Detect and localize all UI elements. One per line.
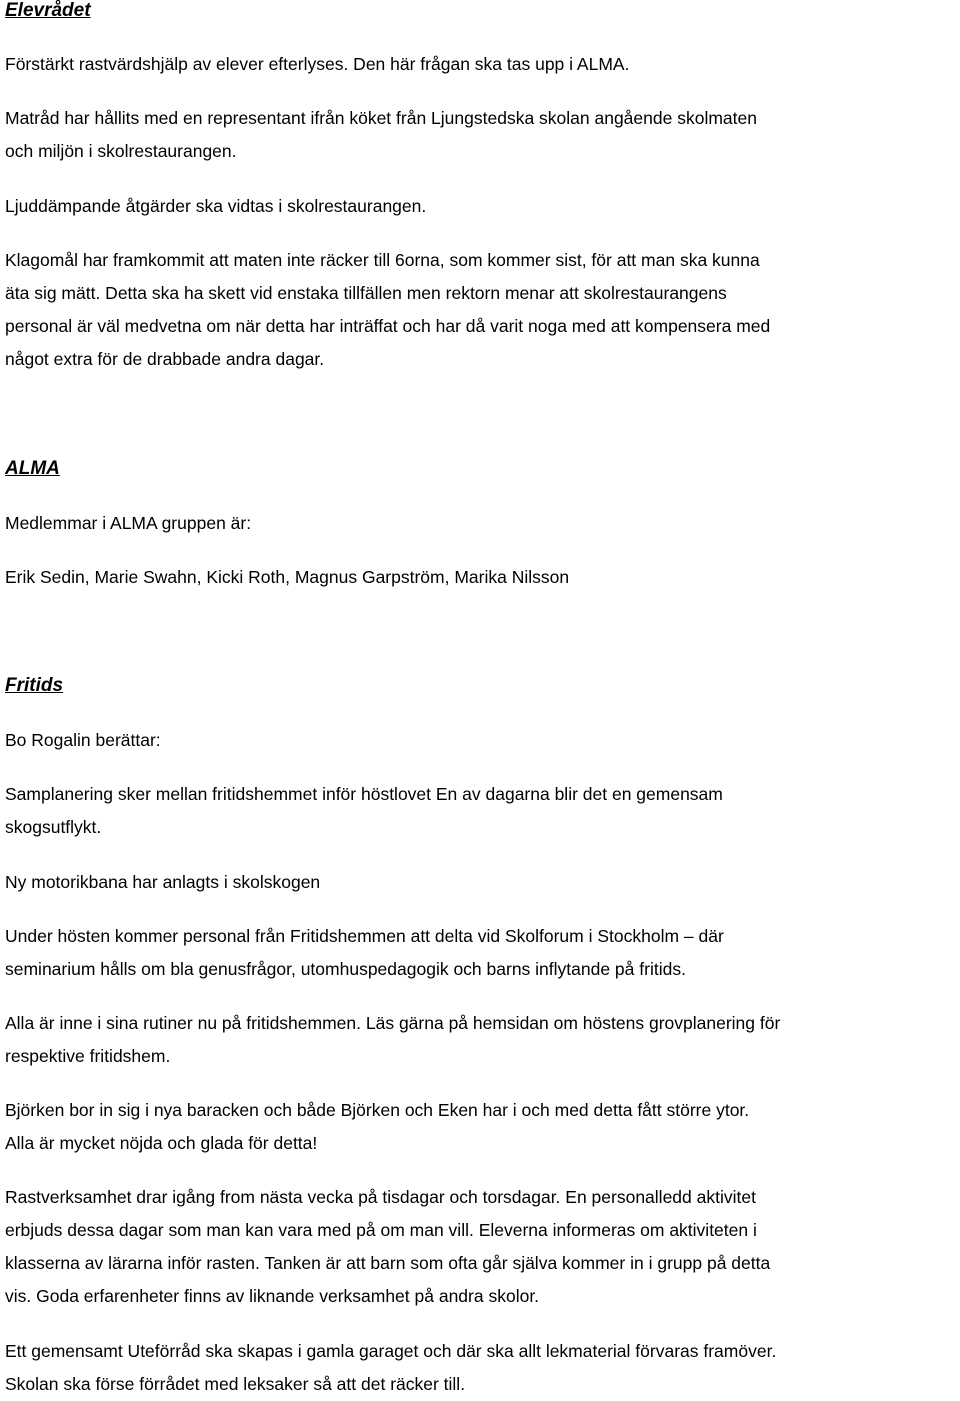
paragraph: [5, 866, 320, 899]
paragraph-line: något extra för de drabbade andra dagar.: [5, 349, 325, 369]
paragraph: [5, 778, 723, 844]
paragraph: [5, 190, 426, 223]
paragraph: [5, 1181, 770, 1313]
paragraph-line: Matråd har hållits med en representant ifrån köket från Ljungstedska skolan angående skolmaten: [5, 108, 757, 128]
paragraph-line: respektive fritidshem.: [5, 1046, 171, 1066]
paragraph-line: Alla är inne i sina rutiner nu på fritidshemmen. Läs gärna på hemsidan om höstens grovplanering för: [5, 1013, 781, 1033]
paragraph: [5, 1007, 780, 1073]
paragraph-line: Alla är mycket nöjda och glada för detta!: [5, 1133, 318, 1153]
paragraph: [5, 48, 629, 81]
section-heading: ALMA: [5, 458, 60, 479]
paragraph: [5, 920, 724, 986]
paragraph-line: Ny motorikbana har anlagts i skolskogen: [5, 872, 321, 892]
paragraph-line: klasserna av lärarna inför rasten. Tanken är att barn som ofta går själva kommer in i grupp på detta: [5, 1253, 771, 1273]
paragraph-line: Erik Sedin, Marie Swahn, Kicki Roth, Magnus Garpström, Marika Nilsson: [5, 567, 570, 587]
paragraph: [5, 1335, 776, 1401]
paragraph-line: och miljön i skolrestaurangen.: [5, 141, 237, 161]
paragraph: [5, 561, 569, 594]
paragraph: [5, 244, 770, 376]
paragraph-line: Björken bor in sig i nya baracken och både Björken och Eken har i och med detta fått större ytor.: [5, 1100, 750, 1120]
paragraph-line: Ett gemensamt Uteförråd ska skapas i gamla garaget och där ska allt lekmaterial förvaras framöver.: [5, 1341, 777, 1361]
section-fritids: [5, 669, 63, 702]
paragraph-line: Förstärkt rastvärdshjälp av elever efterlyses. Den här frågan ska tas upp i ALMA.: [5, 54, 630, 74]
paragraph: [5, 1094, 749, 1160]
paragraph: [5, 507, 251, 540]
paragraph: [5, 102, 757, 168]
section-alma: [5, 452, 60, 485]
paragraph-line: skogsutflykt.: [5, 817, 102, 837]
paragraph-line: Under hösten kommer personal från Fritidshemmen att delta vid Skolforum i Stockholm – där: [5, 926, 724, 946]
paragraph-line: äta sig mätt. Detta ska ha skett vid enstaka tillfällen men rektorn menar att skolrestaurangens: [5, 283, 727, 303]
paragraph-line: Klagomål har framkommit att maten inte räcker till 6orna, som kommer sist, för att man ska kunna: [5, 250, 760, 270]
paragraph-line: Skolan ska förse förrådet med leksaker så att det räcker till.: [5, 1374, 466, 1394]
paragraph: [5, 724, 161, 757]
paragraph-line: vis. Goda erfarenheter finns av liknande verksamhet på andra skolor.: [5, 1286, 540, 1306]
paragraph-line: Medlemmar i ALMA gruppen är:: [5, 513, 252, 533]
paragraph-line: Rastverksamhet drar igång from nästa vecka på tisdagar och torsdagar. En personalledd aktivitet: [5, 1187, 756, 1207]
section-heading: Elevrådet: [5, 0, 91, 21]
section-heading: Fritids: [5, 675, 64, 696]
paragraph-line: erbjuds dessa dagar som man kan vara med på om man vill. Eleverna informeras om aktiviteten i: [5, 1220, 757, 1240]
paragraph-line: Ljuddämpande åtgärder ska vidtas i skolrestaurangen.: [5, 196, 427, 216]
paragraph-line: Bo Rogalin berättar:: [5, 730, 161, 750]
paragraph-line: personal är väl medvetna om när detta har inträffat och har då varit noga med att kompensera med: [5, 316, 771, 336]
paragraph-line: Samplanering sker mellan fritidshemmet inför höstlovet En av dagarna blir det en gemensam: [5, 784, 723, 804]
paragraph-line: seminarium hålls om bla genusfrågor, utomhuspedagogik och barns inflytande på fritids.: [5, 959, 686, 979]
section-elevradet: [5, 0, 91, 27]
